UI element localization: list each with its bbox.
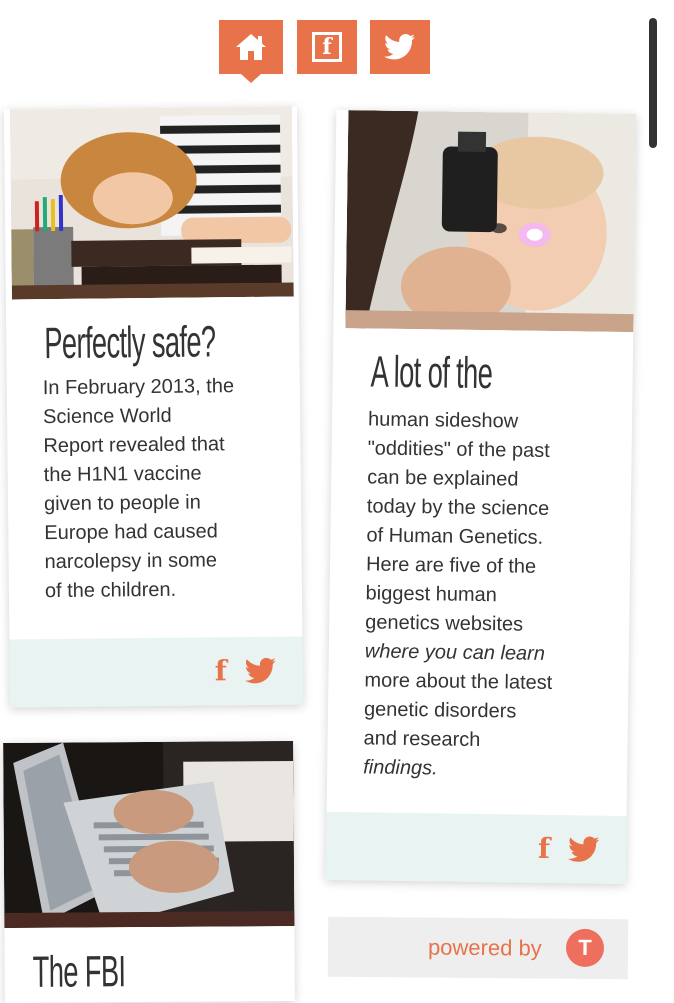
- excerpt-line: human sideshow: [367, 408, 519, 433]
- article-card[interactable]: [3, 741, 295, 1003]
- excerpt-line: where you can learn: [364, 640, 546, 665]
- excerpt-line: findings.: [363, 756, 438, 780]
- facebook-icon: f: [312, 32, 342, 62]
- excerpt-line: In February 2013, the: [42, 375, 235, 400]
- facebook-share-icon[interactable]: f: [537, 831, 551, 865]
- scrollbar[interactable]: [649, 18, 657, 148]
- powered-by-label: powered by: [427, 934, 542, 961]
- excerpt-line: "oddities" of the past: [367, 437, 550, 462]
- excerpt-line: and research: [363, 727, 481, 752]
- article-image-baby-eye-exam: [345, 110, 636, 332]
- excerpt-line: of Human Genetics.: [366, 524, 544, 549]
- article-title[interactable]: A lot of the: [370, 347, 493, 399]
- excerpt-line: biggest human: [365, 582, 497, 607]
- excerpt-line: narcolepsy in some: [44, 549, 218, 574]
- article-excerpt: [363, 405, 608, 785]
- excerpt-line: genetic disorders: [363, 698, 517, 723]
- article-image-sleeping-student: [10, 107, 294, 300]
- article-card[interactable]: [326, 110, 637, 884]
- excerpt-line: the H1N1 vaccine: [43, 462, 202, 487]
- excerpt-line: more about the latest: [364, 669, 553, 695]
- article-excerpt: [43, 372, 285, 607]
- article-image-laptop-typing: [3, 741, 294, 928]
- article-card[interactable]: [4, 106, 303, 707]
- article-title[interactable]: Perfectly safe?: [44, 317, 216, 369]
- top-nav: [219, 20, 439, 80]
- excerpt-line: Europe had caused: [44, 520, 218, 545]
- facebook-share-icon[interactable]: f: [214, 654, 227, 688]
- excerpt-line: today by the science: [366, 495, 550, 520]
- twitter-icon: [384, 34, 416, 60]
- home-icon: [234, 32, 268, 62]
- active-indicator: [241, 74, 261, 83]
- excerpt-line: Science World: [42, 404, 172, 429]
- excerpt-line: Report revealed that: [43, 433, 225, 458]
- facebook-nav-button[interactable]: [297, 20, 357, 74]
- excerpt-line: can be explained: [367, 466, 519, 491]
- share-bar: [326, 812, 627, 884]
- home-button[interactable]: [219, 20, 283, 74]
- excerpt-line: of the children.: [44, 578, 177, 603]
- twitter-nav-button[interactable]: [370, 20, 430, 74]
- excerpt-line: given to people in: [43, 491, 201, 516]
- powered-by-badge[interactable]: [328, 917, 629, 980]
- tint-logo-icon: T: [566, 929, 604, 967]
- excerpt-line: Here are five of the: [365, 553, 537, 578]
- twitter-share-icon[interactable]: [245, 658, 277, 684]
- article-title[interactable]: The FBI: [32, 947, 126, 997]
- excerpt-line: genetics websites: [365, 611, 524, 636]
- twitter-share-icon[interactable]: [568, 836, 600, 862]
- share-bar: [9, 636, 303, 707]
